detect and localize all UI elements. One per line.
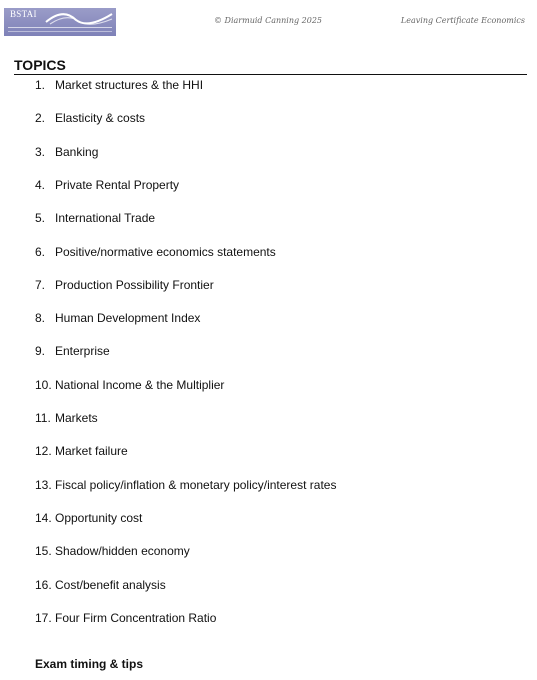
topic-item [35, 609, 216, 627]
topic-label: Fiscal policy/inflation & monetary policy/interest rates [55, 478, 337, 492]
topic-number: 10. [35, 378, 52, 392]
topic-label: Production Possibility Frontier [55, 278, 214, 292]
topic-label: Four Firm Concentration Ratio [55, 611, 217, 625]
topic-number: 5. [35, 211, 46, 225]
topic-label: Private Rental Property [55, 178, 180, 192]
topic-label: Elasticity & costs [55, 111, 146, 125]
wave-icon [44, 10, 114, 26]
topic-number: 13. [35, 478, 52, 492]
topic-item [35, 409, 98, 427]
topic-number: 9. [35, 344, 46, 358]
topic-label: Cost/benefit analysis [55, 578, 166, 592]
topic-number: 8. [35, 311, 46, 325]
topic-label: Market failure [55, 444, 128, 458]
bstai-logo [4, 8, 116, 36]
topic-label: International Trade [55, 211, 156, 225]
topic-item [35, 76, 203, 94]
course-title: Leaving Certificate Economics [400, 16, 525, 25]
topic-number: 14. [35, 511, 52, 525]
topic-item [35, 342, 110, 360]
copyright-text: © Diarmuid Canning 2025 [214, 16, 322, 25]
topic-number: 4. [35, 178, 46, 192]
topic-number: 7. [35, 278, 46, 292]
topic-number: 6. [35, 245, 46, 259]
topic-number: 1. [35, 78, 46, 92]
topic-item [35, 109, 145, 127]
topic-item [35, 476, 336, 494]
topic-label: Positive/normative economics statements [55, 245, 276, 259]
topic-item [35, 143, 98, 161]
topic-number: 17. [35, 611, 52, 625]
topic-number: 11. [35, 411, 51, 425]
topic-number: 15. [35, 544, 52, 558]
topic-label: National Income & the Multiplier [55, 378, 225, 392]
topic-item [35, 576, 166, 594]
logo-subtitle-lines [8, 27, 112, 32]
topic-item [35, 276, 214, 294]
topic-number: 2. [35, 111, 46, 125]
topic-label: Markets [55, 411, 98, 425]
topic-label: Market structures & the HHI [55, 78, 204, 92]
topic-number: 3. [35, 145, 46, 159]
topics-heading: TOPICS [14, 57, 66, 73]
exam-timing-heading: Exam timing & tips [35, 657, 144, 671]
topic-item [35, 376, 224, 394]
topic-item [35, 309, 200, 327]
topic-label: Shadow/hidden economy [55, 544, 190, 558]
topic-item [35, 442, 128, 460]
topic-label: Enterprise [55, 344, 110, 358]
topic-label: Banking [55, 145, 99, 159]
topic-item [35, 542, 190, 560]
topic-label: Human Development Index [55, 311, 201, 325]
topic-item [35, 509, 142, 527]
topic-number: 16. [35, 578, 52, 592]
heading-underline [14, 74, 527, 75]
topic-label: Opportunity cost [55, 511, 143, 525]
topic-number: 12. [35, 444, 52, 458]
topic-item [35, 209, 155, 227]
topic-item [35, 243, 276, 261]
topic-item [35, 176, 179, 194]
logo-text: BSTAI [10, 9, 37, 19]
